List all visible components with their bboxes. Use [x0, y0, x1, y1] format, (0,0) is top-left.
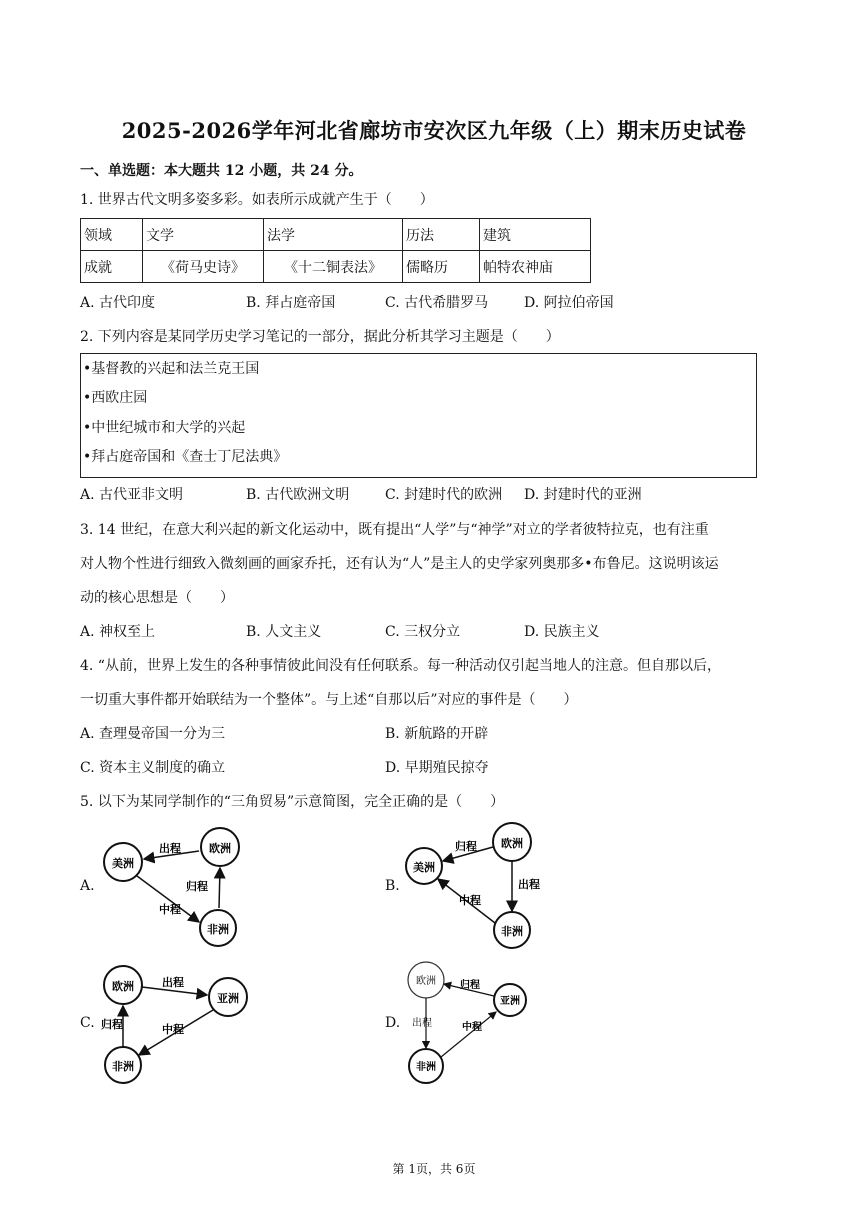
q3-option-c[interactable]: C. 三权分立: [385, 624, 461, 640]
edge-label: 中程: [159, 903, 181, 916]
edge-label: 归程: [186, 880, 208, 893]
q5-diagram-c[interactable]: [95, 962, 260, 1087]
q4-stem-line-1: 4. “从前，世界上发生的各种事情彼此间没有任何联系。每一种活动仅引起当地人的注意。但自那以后，: [80, 658, 721, 674]
q5-option-b-label[interactable]: B.: [385, 878, 400, 894]
list-item: •中世纪城市和大学的兴起: [83, 420, 246, 436]
node-label: 亚洲: [500, 996, 520, 1007]
q3-stem-line-1: 3. 14 世纪，在意大利兴起的新文化运动中，既有提出“人学”与“神学”对立的学者彼特拉克，也有注重: [80, 522, 709, 538]
q1-option-b[interactable]: B. 拜占庭帝国: [246, 295, 336, 311]
table-cell: 《荷马史诗》: [143, 251, 264, 283]
q5-diagram-a[interactable]: [95, 822, 275, 947]
node-label: 美洲: [413, 861, 435, 874]
q2-option-d[interactable]: D. 封建时代的亚洲: [524, 487, 642, 503]
table-cell: 历法: [403, 219, 480, 251]
list-item: •西欧庄园: [83, 390, 148, 406]
q3-stem-line-3: 动的核心思想是（ ）: [80, 590, 234, 606]
node-label: 欧洲: [112, 980, 134, 993]
table-row: [81, 219, 591, 251]
q4-option-a[interactable]: A. 查理曼帝国一分为三: [80, 726, 226, 742]
table-cell: 儒略历: [403, 251, 480, 283]
node-label: 非洲: [416, 1062, 436, 1073]
node-label: 亚洲: [217, 992, 239, 1005]
edge-label: 出程: [518, 878, 540, 891]
q4-option-b[interactable]: B. 新航路的开辟: [385, 726, 489, 742]
node-label: 非洲: [501, 925, 523, 938]
q5-stem: 5. 以下为某同学制作的“三角贸易”示意简图，完全正确的是（ ）: [80, 794, 505, 810]
q2-stem: 2. 下列内容是某同学历史学习笔记的一部分，据此分析其学习主题是（ ）: [80, 329, 560, 345]
table-cell: 建筑: [480, 219, 591, 251]
q4-option-d[interactable]: D. 早期殖民掠夺: [385, 760, 489, 776]
edge-label: 归程: [101, 1018, 123, 1031]
q5-option-c-label[interactable]: C.: [80, 1015, 95, 1031]
q4-option-c[interactable]: C. 资本主义制度的确立: [80, 760, 226, 776]
q5-diagram-d[interactable]: [400, 960, 540, 1087]
node-label: 非洲: [207, 923, 229, 936]
page-title: 2025-2026学年河北省廊坊市安次区九年级（上）期末历史试卷: [121, 118, 747, 143]
list-item: •拜占庭帝国和《查士丁尼法典》: [83, 449, 288, 465]
section-heading: 一、单选题：本大题共 12 小题，共 24 分。: [80, 163, 363, 179]
q3-option-d[interactable]: D. 民族主义: [524, 624, 600, 640]
q1-option-a[interactable]: A. 古代印度: [80, 295, 156, 311]
q3-option-a[interactable]: A. 神权至上: [80, 624, 156, 640]
q5-diagram-b[interactable]: [400, 822, 560, 950]
list-item: •基督教的兴起和法兰克王国: [83, 361, 260, 377]
q1-table: [80, 218, 591, 283]
node-label: 非洲: [112, 1060, 134, 1073]
edge-label: 中程: [462, 1022, 482, 1033]
table-row: [81, 251, 591, 283]
edge-label: 归程: [460, 980, 480, 991]
table-cell: 成就: [81, 251, 143, 283]
q3-option-b[interactable]: B. 人文主义: [246, 624, 322, 640]
node-label: 欧洲: [416, 976, 436, 987]
q5-option-a-label[interactable]: A.: [80, 878, 95, 894]
edge-label: 归程: [455, 840, 477, 853]
table-cell: 领域: [81, 219, 143, 251]
q3-stem-line-2: 对人物个性进行细致入微刻画的画家乔托，还有认为“人”是主人的史学家列奥那多•布鲁尼。这说明该运: [80, 556, 719, 572]
edge-label: 出程: [162, 976, 184, 989]
edge-label: 出程: [159, 842, 181, 855]
q1-option-c[interactable]: C. 古代希腊罗马: [385, 295, 489, 311]
table-cell: 文学: [143, 219, 264, 251]
q2-option-b[interactable]: B. 古代欧洲文明: [246, 487, 350, 503]
node-label: 欧洲: [501, 837, 523, 850]
page-footer: 第 1页，共 6页: [392, 1162, 476, 1176]
q2-option-a[interactable]: A. 古代亚非文明: [80, 487, 184, 503]
edge-label: 出程: [412, 1018, 432, 1029]
node-label: 美洲: [112, 857, 134, 870]
edge-label: 中程: [162, 1023, 184, 1036]
table-cell: 法学: [264, 219, 403, 251]
q1-stem: 1. 世界古代文明多姿多彩。如表所示成就产生于（ ）: [80, 192, 434, 208]
q4-stem-line-2: 一切重大事件都开始联结为一个整体”。与上述“自那以后”对应的事件是（ ）: [80, 692, 578, 708]
node-label: 欧洲: [209, 842, 231, 855]
table-cell: 帕特农神庙: [480, 251, 591, 283]
edge-label: 中程: [459, 894, 481, 907]
q2-notes-box: [80, 353, 757, 478]
q2-option-c[interactable]: C. 封建时代的欧洲: [385, 487, 503, 503]
q5-option-d-label[interactable]: D.: [385, 1015, 401, 1031]
q1-option-d[interactable]: D. 阿拉伯帝国: [524, 295, 614, 311]
table-cell: 《十二铜表法》: [264, 251, 403, 283]
